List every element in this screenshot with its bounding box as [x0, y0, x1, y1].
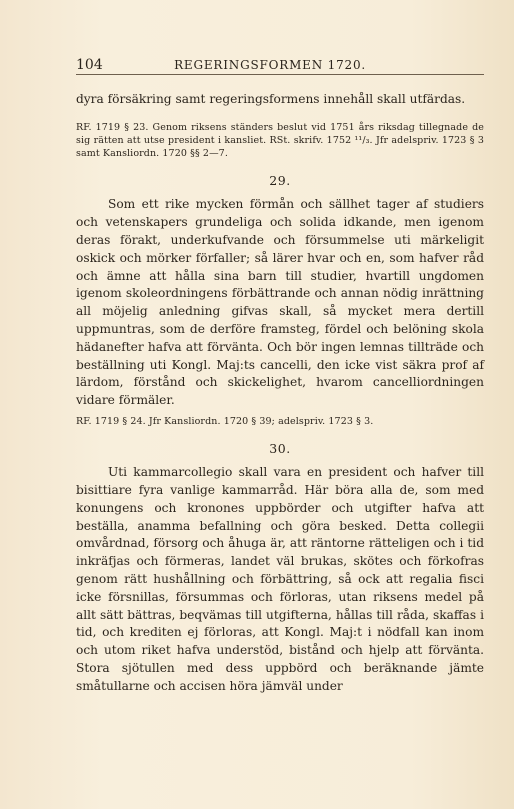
page-number: 104	[76, 57, 103, 73]
intro-paragraph: dyra försäkring samt regeringsformens innehåll skall utfärdas.	[76, 92, 466, 106]
reference-note: RF. 1719 § 24. Jfr Kansliordn. 1720 § 39; adelspriv. 1723 § 3.	[76, 415, 374, 427]
reference-note: RF. 1719 § 23. Genom riksens ständers beslut vid 1751 års riksdag tillegnade de sig rätten att utse president i kansliet. RSt. skrifv. 1752 ¹¹/₃. Jfr adelspriv. 1723 § 3 samt Kansliordn. 1720 §§ 2—7.	[76, 121, 484, 160]
page-header	[76, 56, 484, 75]
section-29-paragraph: Som ett rike mycken förmån och sällhet tager af studiers och vetenskapers grundeliga och solida idkande, men igenom deras förakt, underkufvande och försummelse uti märkeligit oskick och mörker förfaller; så lärer hvar och en, som hafver råd och ämne att hålla sina barn till studier, hvartill ungdomen igenom skoleordningens förbättrande och annan nödig inrättning all möjelig anledning gifvas skall, så mycket mera dertill uppmuntras, som de derföre framsteg, fördel och belöning skola hädanefter hafva att förvänta. Och bör ingen lemnas tillträde och beställning uti Kongl. Maj:ts cancelli, den icke vist säkra prof af lärdom, förstånd och skickelighet, hvarom cancelliordningen vidare förmäler.	[76, 197, 484, 408]
section-heading-30: 30.	[269, 441, 291, 457]
running-head: REGERINGSFORMEN 1720.	[174, 58, 366, 72]
section-30-paragraph: Uti kammarcollegio skall vara en president och hafver till bisittiare fyra vanlige kammarråd. Här böra alla de, som med konungens och kronones uppbörder och utgifter hafva att beställa, anamma befallning och göra besked. Detta collegii omvårdnad, försorg och åhuga är, att räntorne rätteligen och i tid inkräfjas och förmeras, landet väl brukas, skötes och förkofras genom rätt hushållning och förbättring, så ock att regalia fisci icke försnillas, försummas och förloras, utan riksens medel på allt sätt bättras, beqvämas till utgifterna, hållas till råda, skaffas i tid, och krediten ej förloras, att Kongl. Maj:t i nödfall kan inom och utom riket hafva understöd, bistånd och hjelp att förvänta. Stora sjötullen med dess uppbörd och beräknande jämte småtullarne och accisen höra jämväl under	[76, 465, 484, 693]
page-content	[76, 91, 484, 696]
section-heading-29: 29.	[269, 173, 291, 189]
